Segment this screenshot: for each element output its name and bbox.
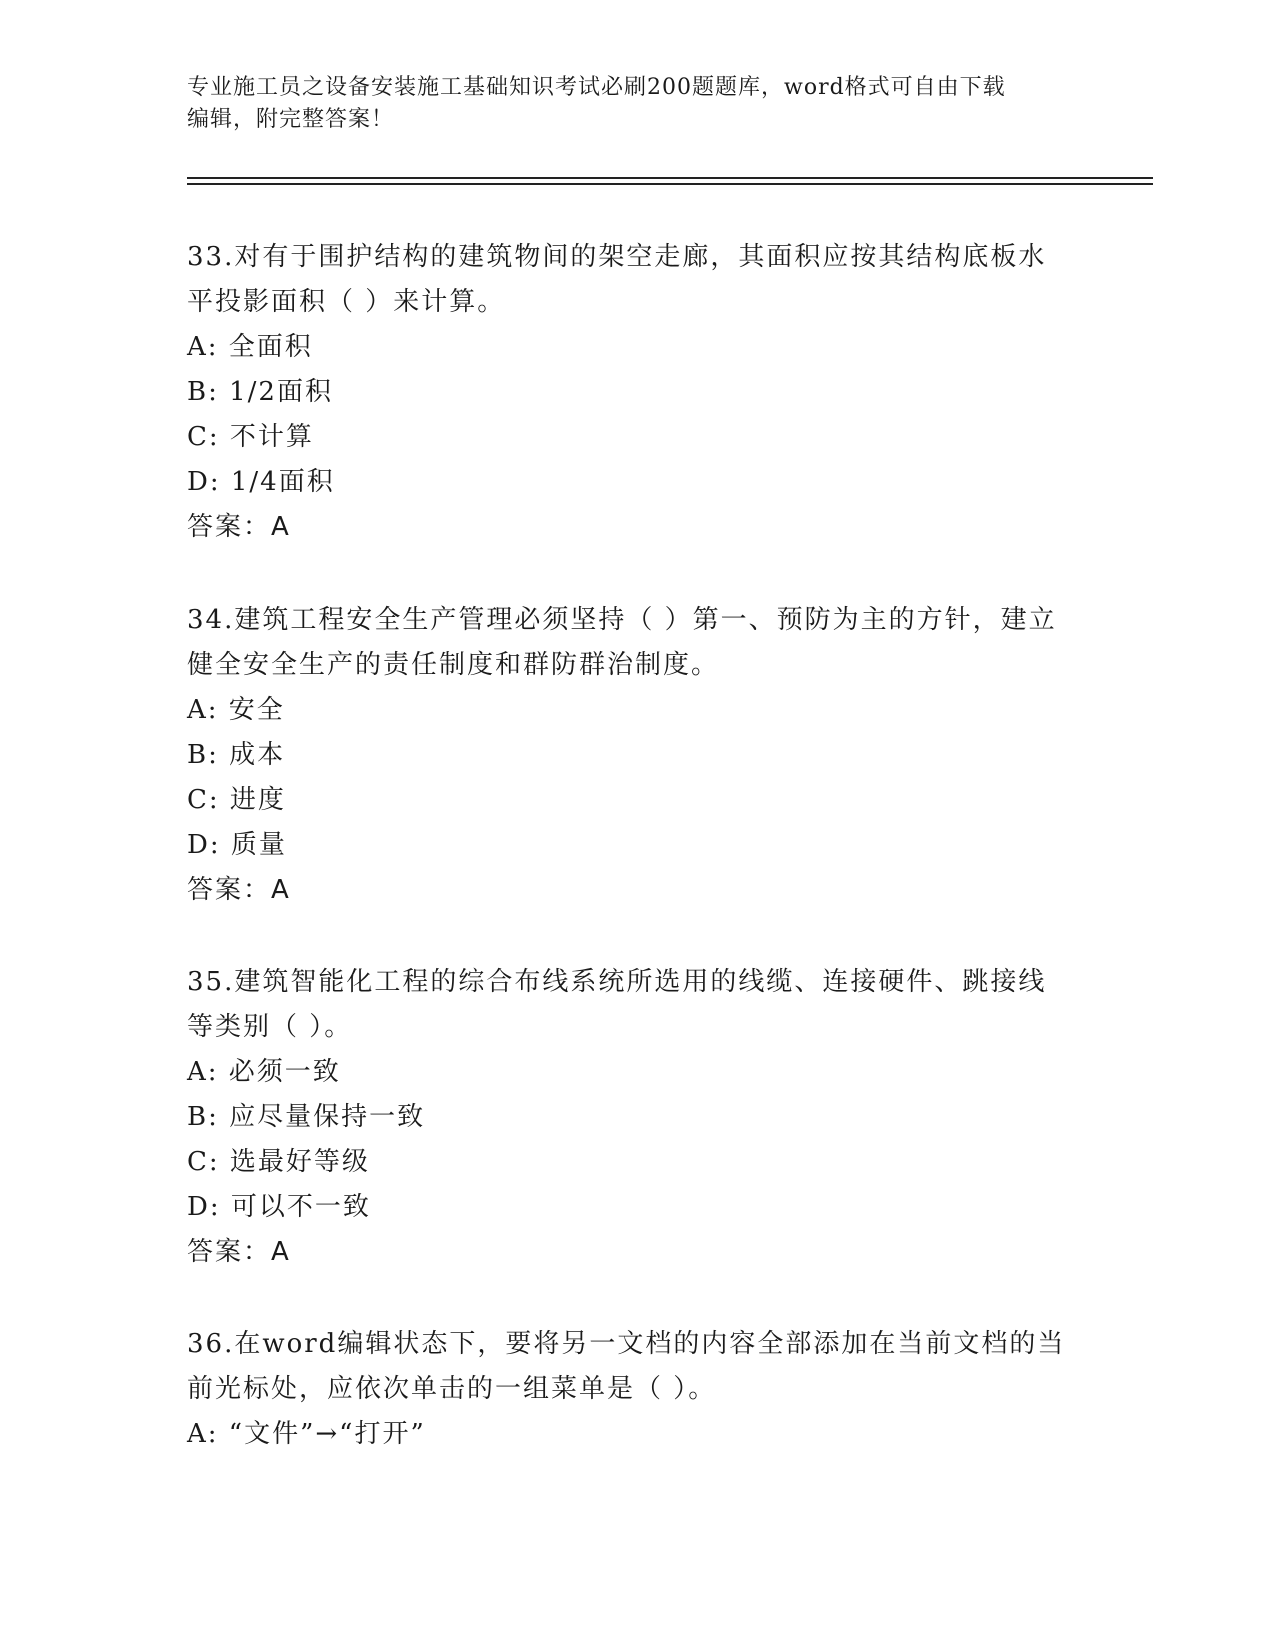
question-stem: 35.建筑智能化工程的综合布线系统所选用的线缆、连接硬件、跳接线等类别（ ）。	[187, 967, 1047, 1042]
option-b: B: 1/2面积	[187, 377, 333, 407]
option-a: A: “文件”→“打开”	[187, 1419, 426, 1449]
answer: 答案：A	[187, 1237, 291, 1267]
question-35	[187, 960, 1067, 1275]
question-stem: 36.在word编辑状态下，要将另一文档的内容全部添加在当前文档的当前光标处，应依次单击的一组菜单是（ ）。	[187, 1329, 1066, 1404]
option-c: C: 进度	[187, 785, 286, 815]
answer: 答案：A	[187, 875, 291, 905]
option-c: C: 选最好等级	[187, 1147, 370, 1177]
question-36	[187, 1322, 1067, 1457]
question-stem: 34.建筑工程安全生产管理必须坚持（ ）第一、预防为主的方针，建立健全安全生产的责任制度和群防群治制度。	[187, 605, 1057, 680]
option-d: D: 1/4面积	[187, 467, 335, 497]
option-d: D: 质量	[187, 830, 287, 860]
option-d: D: 可以不一致	[187, 1192, 371, 1222]
question-stem: 33.对有于围护结构的建筑物间的架空走廊，其面积应按其结构底板水平投影面积（ ）来计算。	[187, 242, 1047, 317]
option-a: A: 必须一致	[187, 1057, 341, 1087]
header-divider-bottom	[187, 183, 1153, 185]
option-a: A: 全面积	[187, 332, 313, 362]
option-b: B: 应尽量保持一致	[187, 1102, 426, 1132]
document-header: 专业施工员之设备安装施工基础知识考试必刷200题题库，word格式可自由下载 编辑，附完整答案！	[187, 75, 1006, 132]
answer: 答案：A	[187, 512, 291, 542]
option-c: C: 不计算	[187, 422, 314, 452]
question-34	[187, 598, 1067, 913]
question-33	[187, 235, 1067, 550]
option-b: B: 成本	[187, 740, 286, 770]
option-a: A: 安全	[187, 695, 285, 725]
header-divider-top	[187, 177, 1153, 179]
